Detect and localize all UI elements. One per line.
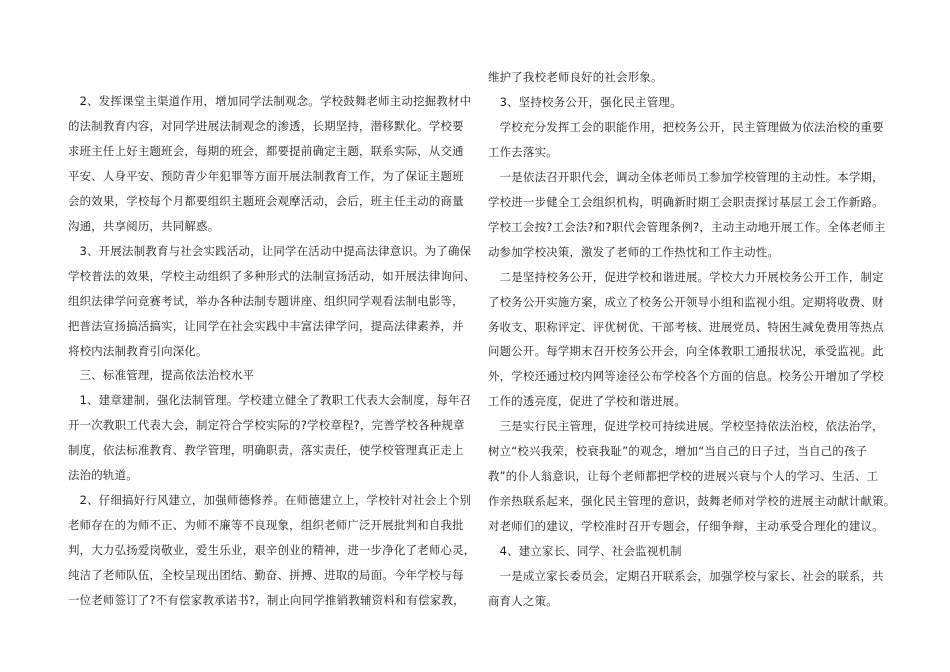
text-line: 维护了我校老师良好的社会形象。 [488,70,663,84]
text-line: 二是坚持校务公开，促进学校和谐进展。学校大力开展校务公开工作，制定 [488,269,884,284]
text-line: 问题公开。每学期末召开校务公开会，向全体教职工通报状况，承受监视。此 [488,344,884,359]
text-line: 把普法宣扬搞活搞实，让同学在社会实践中丰富法律学问，提高法律素养，并 [68,318,464,333]
text-line: 3、开展法制教育与社会实践活动，让同学在活动中提高法律意识。为了确保 [68,243,472,258]
text-line: 工作的透亮度，促进了学校和谐进展。 [488,394,686,409]
text-line: 一是依法召开职代会，调动全体老师员工参加学校管理的主动性。本学期， [488,169,884,184]
text-line: 法治的轨道。 [68,468,138,483]
text-line: 平安、人身平安、预防青少年犯罪等方面开展法制教育工作，为了保证主题班 [68,168,464,183]
text-line: 求班主任上好主题班会，每期的班会，都要提前确定主题，联系实际，从交通 [68,143,464,158]
text-line: 学校充分发挥工会的职能作用，把校务公开，民主管理做为依法治校的重要 [488,119,884,134]
text-line: 纯洁了老师队伍，全校呈现出团结、勤奋、拼搏、进取的局面。今年学校与每 [68,568,464,583]
text-line: 一是成立家长委员会，定期召开联系会，加强学校与家长、社会的联系，共 [488,569,884,583]
text-line: 对老师们的建议，学校准时召开专题会，仔细争辩，主动承受合理化的建议。 [488,519,884,534]
text-line: 组织法律学问竞赛考试，举办各种法制专题讲座、组织同学观看法制电影等， [68,293,464,308]
text-line: 沟通，共享阅历，共同解惑。 [68,218,220,233]
text-line: 开一次教职工代表大会，制定符合学校实际的?学校章程?，完善学校各种规章 [68,418,465,433]
text-line: 务收支、职称评定、评优树优、干部考核、进展党员、特困生减免费用等热点 [488,319,884,334]
text-line: 3、坚持校务公开，强化民主管理。 [488,94,682,109]
text-line: 三、标准管理，提高依法治校水平 [68,368,255,383]
text-line: 了校务公开实施方案，成立了校务公开领导小组和监视小组。定期将收费、财 [488,294,884,309]
text-line: 4、建立家长、同学、社会监视机制 [488,544,682,559]
text-line: 树立“校兴我荣，校衰我耻”的观念，增加“当自己的日子过，当自己的孩子 [488,444,868,459]
text-line: 2、发挥课堂主渠道作用，增加同学法制观念。学校鼓舞老师主动挖掘教材中 [68,94,472,108]
text-line: 作亲热联系起来，强化民主管理的意识，鼓舞老师对学校的进展主动献计献策。 [488,494,896,509]
text-line: 一位老师签订了?不有偿家教承诺书?，制止向同学推销教辅资料和有偿家教， [68,593,465,607]
text-line: 制度，依法标准教育、教学管理，明确职责，落实责任，使学校管理真正走上 [68,443,464,458]
text-line: 学校普法的效果，学校主动组织了多种形式的法制宣扬活动，如开展法律询问、 [68,268,476,283]
text-line: 2、仔细搞好行风建立，加强师德修养。在师德建立上，学校针对社会上个别 [68,493,472,508]
text-line: 将校内法制教育引向深化。 [68,343,208,358]
text-line: 1、建章建制，强化法制管理。学校建立健全了教职工代表大会制度，每年召 [68,393,472,408]
text-line: 学校工会按?工会法?和?职代会管理条例?，主动主动地开展工作。全体老师主 [488,219,886,234]
text-line: 动参加学校决策，激发了老师的工作热忱和工作主动性。 [488,244,780,259]
text-line: 老师存在的为师不正、为师不廉等不良现象，组织老师广泛开展批判和自我批 [68,518,464,533]
text-line: 会的效果，学校每个月都要组织主题班会观摩活动，会后，班主任主动的商量 [68,193,464,208]
text-line: 判，大力弘扬爱岗敬业，爱生乐业，艰辛创业的精神，进一步净化了老师心灵， [68,543,476,558]
text-line: 的法制教育内容，对同学进展法制观念的渗透，长期坚持，潜移默化。学校要 [68,118,464,133]
text-line: 学校进一步健全工会组织机构，明确新时期工会职责探讨基层工会工作新路。 [488,194,884,209]
text-line: 工作去落实。 [488,144,558,159]
text-line: 商育人之策。 [488,593,558,608]
text-line: 外，学校还通过校内网等途径公布学校各个方面的信息。校务公开增加了学校 [488,369,884,384]
text-line: 三是实行民主管理，促进学校可持续进展。学校坚持依法治校，依法治学， [488,419,884,434]
text-line: 教”的仆人翁意识，让每个老师都把学校的进展兴衰与个人的学习、生活、工 [488,469,879,484]
